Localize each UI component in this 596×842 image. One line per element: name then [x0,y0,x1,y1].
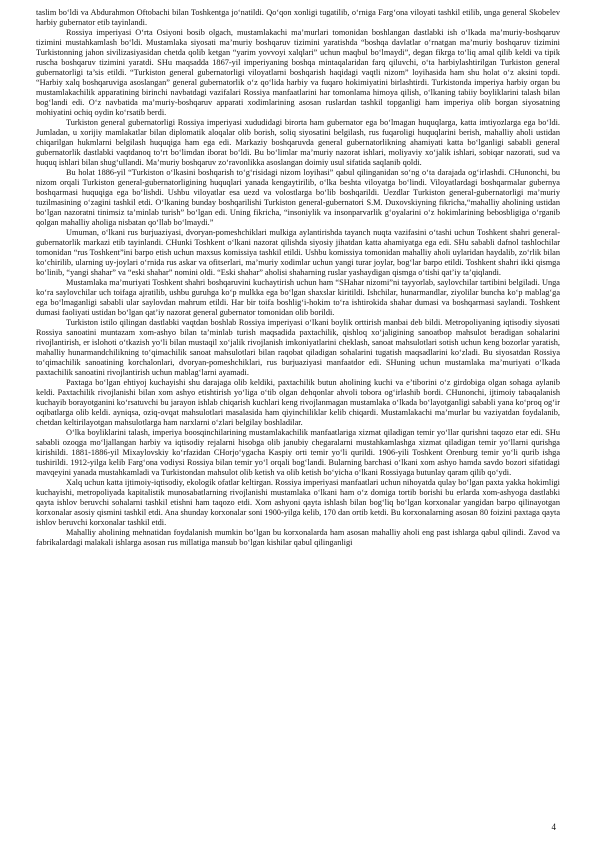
paragraph: Xalq uchun katta ijtimoiy-iqtisodiy, ekologik ofatlar keltirgan. Rossiya imperiyasi manfaatlari uchun nihoyatda qulay bo‘lgan paxta yakka hokimligi kuchayishi, metropoliyada kapitalistik munosabatlarning rivojlanishi mustamlaka o‘lkani ham o‘z domiga tortib borishi bu erlarda xom-ashyoga dastlabki qayta ishlov beruvchi sohalarni tashkil etishni ham taqozo etdi. Xom ashyoni qayta ishlash bilan bog‘liq bo‘lgan korxonalar yangidan barpo qilinayotgan korxonalar asosiy qismini tashkil etdi. Ana shunday korxonalar soni 1900-yilga kelib, 170 dan ortib ketdi. Bu korxonalarning asosan 80 foizini paxtaga qayta ishlov beruvchi korxonalar tashkil etdi. [36,478,560,527]
paragraph: taslim bo‘ldi va Abdurahmon Oftobachi bilan Toshkentga jo‘natildi. Qo‘qon xonligi tugatilib, o‘rniga Farg‘ona viloyati tashkil etilib, unga general Skobelev harbiy gubernator etib tayinlandi. [36,8,560,27]
paragraph: Turkiston istilo qilingan dastlabki vaqtdan boshlab Rossiya imperiyasi o‘lkani boylik orttirish manbai deb bildi. Metropoliyaning iqtisodiy siyosati Rossiya sanoatini muntazam xom-ashyo bilan ta’minlab turish maqsadida paxtachilik, qishloq xo‘jaligining sanoatbop mahsulot beradigan sohalarini rivojlantirish, er islohoti o‘tkazish yo‘li bilan mustaqil xo‘jalik rivojlanish imkoniyatlarini cheklash, sanoat mahsulotlari sotish uchun keng bozorlar yaratish, mahalliy hunarmandchilikning to‘qimachilik sanoat mahsulotlari bilan raqobat qiladigan sohalarini tugatish maqsadlarini ko‘zladi. Bu siyosatdan Rossiya to‘qimachilik sanoatining korchalonlari, dvoryan-pomeshchiklari, rus burjuaziyasi manfaatdor edi. SHuning uchun mustamlaka ma’muriyati o‘lkada paxtachilik sanoatini rivojlantirish uchun mablag‘larni ayamadi. [36,318,560,377]
paragraph: Bu holat 1886-yil “Turkiston o‘lkasini boshqarish to‘g‘risidagi nizom loyihasi” qabul qilinganidan so‘ng o‘ta darajada og‘irlashdi. CHunonchi, bu nizom orqali Turkiston general-gubernatorligining huquqlari yanada kengaytirilib, o‘lka beshta viloyatga bo‘lindi. Viloyatlardagi boshqarmalar gubernya boshqarmasi huquqiga ega bo‘lishdi. Ushbu viloyatlar esa uezd va volostlarga bo‘lib boshqarildi. Uezdlar Turkiston general-gubernatorligi ma’muriy tuzilmasining o‘zagini tashkil etdi. O‘lkaning bunday boshqarilishi Turkiston general-gubernatori S.M. Duxovskiyning fikricha,“mahalliy aholining ustidan bo‘lgan nazoratni tinimsiz ta’minlab turish” bo‘lgan edi. Uning fikricha, “insoniylik va insonparvarlik g‘oyalarini o‘z hokimlarining bebosbligiga o‘rganib qolgan mahalliy aholiga nisbatan qo‘llab bo‘lmaydi.” [36,168,560,227]
paragraph: O‘lka boyliklarini talash, imperiya boosqinchilarining mustamlakachilik manfaatlariga xizmat qiladigan temir yo‘llar qurishni taqozo etar edi. SHu sababli ozoqga mo‘ljallangan harbiy va iqtisodiy rejalarni hisobga olib janubiy chegaralarni mustahkamlashga xizmat qiladigan temir yo‘llarni qurishga kirishildi. 1881-1886-yil Mixaylovskiy ko‘rfazidan CHorjo‘ygacha Kaspiy orti temir yo‘li qurildi. 1906-yili Toshkent Orenburg temir yo‘li qurib ishga tushirildi. 1912-yilga kelib Farg‘ona vodiysi Rossiya bilan temir yo‘l orqali bog‘landi. Bularning barchasi o‘lkani xom ashyo hamda savdo bozori sifatidagi mavqeyini yanada mustahkamladi va Turkistondan mahsulot olib ketish va olib ketish bo‘yicha o‘lkani Rossiyaga butunlay qaram qilib qo‘ydi. [36,428,560,477]
paragraph: Rossiya imperiyasi O‘rta Osiyoni bosib olgach, mustamlakachi ma’murlari tomonidan boshlangan dastlabki ish o‘lkada ma’muriy-boshqaruv tizimini mustahkamlash bo‘ldi. Mustamlaka siyosati ma’muriy boshqaruv tizimini yaratishda “boshqa davlatlar o‘rnatgan ma’muriy boshqaruv tizimini Turkistonning jahon sivilizasiyasidan chetda qolib ketgan “yarim yovvoyi xalqlari” uchun maqbul bo‘lmaydi”, degan fikrga to‘liq amal qilib keldi va tipik ruscha boshqaruv tizimini yaratdi. SHu maqsadda 1867-yil imperiyaning boshqa mintaqalaridan farq qiluvchi, o‘ta harbiylashtirilgan Turkiston general gubernatorligi ta’sis etildi. “Turkiston general gubernatorligi viloyatlarni boshqarish haqidagi vaqtli nizom” loyihasida ham shu holat o‘z aksini topdi. “Harbiy xalq boshqaruviga asoslangan” general gubernatorlik o‘z qo‘lida harbiy va fuqaro hokimiyatini birlashtirdi. Turkistonda imperiya harbiy organ bu mustamlakachilik apparatining birinchi navbatdagi vazifalari Rossiya manfaatlarini har tomonlama himoya qilish, o‘lkaning tabiiy boyliklarini talash bilan bog‘landi edi. O‘z navbatida ma’muriy-boshqaruv apparati xodimlarining asosan ruslardan tashkil topganligi ham imperiya olib borgan siyosatning mohiyatini ochiq oydin ko‘rsatib berdi. [36,28,560,117]
paragraph: Umuman, o‘lkani rus burjuaziyasi, dvoryan-pomeshchiklari mulkiga aylantirishda tayanch nuqta vazifasini o‘tashi uchun Toshkent shahri general-gubernatorlik markazi etib tayinlandi. CHunki Toshkent o‘lkani nazorat qilishda siyosiy jihatdan katta ahamiyatga ega edi. SHu sababli dafnol tashlochilar tomonidan “rus Toshkent”ini barpo etish uchun maxsus komissiya tashkil etildi. Ushbu komissiya tomonidan mahalliy aholi uylaridan haydalib, zo‘rlik bilan ko‘chirilib, ularning uy-joylari o‘rnida rus askar va ofitserlari, ma’muriy xodimlar uchun yangi turar joylar, bog‘lar barpo etildi. Toshkent shahri ikki qismga bo‘linib, “yangi shahar” va “eski shahar” nomini oldi. “Eski shahar” aholisi shaharning ruslar yashaydigan qismga o‘tishi qat’iy ta’qiqlandi. [36,228,560,277]
paragraph: Mustamlaka ma’muriyati Toshkent shahri boshqaruvini kuchaytirish uchun ham “SHahar nizomi”ni tayyorlab, saylovchilar tartibini belgiladi. Unga ko‘ra saylovchilar uch toifaga ajratilib, ushbu guruhga ko‘p mulkka ega bo‘lgan shaxslar kiritildi. Ishchilar, hunarmandlar, ziyolilar buncha ko‘p mablag‘ga ega bo‘lmaganligi sababli ular saylovdan mahrum etildi. Har bir toifa boshlig‘i-hokim to‘ra ishtirokida shahar dumasi va boshqarmasi saylandi. Toshkent dumasi faoliyati ustidan bo‘lgan qat’iy nazorat general gubernator tomonidan olib borildi. [36,278,560,317]
paragraph: Paxtaga bo‘lgan ehtiyoj kuchayishi shu darajaga olib keldiki, paxtachilik butun aholining kuchi va e’tiborini o‘z girdobiga olgan sohaga aylanib keldi. Paxtachilik rivojlanishi bilan xom ashyo etishtirish yo‘liga o‘tib olgan dehqonlar ahvoli tobora og‘irlashib bordi. CHunonchi, ijtimoiy tabaqalanish kuchayib borayotganini ko‘rsatuvchi bu jarayon ishlab chiqarish kuchlari keng rivojlanmagan mustamlaka o‘lkada bo‘layotganligi sababli yana ko‘proq og‘ir oqibatlarga olib keldi. ayniqsa, oziq-ovqat mahsulotlari masalasida ham qiyinchiliklar kelib chiqardi. Mustamlakachi ma’murlar bu vaziyatdan foydalanib, chetdan keltirilayotgan mahsulotlarga ham narxlarni o‘zlari belgilay boshladilar. [36,378,560,427]
body-text [36,8,560,548]
paragraph: Turkiston general gubernatorligi Rossiya imperiyasi xududidagi birorta ham gubernator ega bo‘lmagan huquqlarga, katta imtiyozlarga ega bo‘ldi. Jumladan, u xorijiy mamlakatlar bilan diplomatik aloqalar olib borish, soliq siyosatini belgilash, rus fuqaroligi huquqlarini berish, mahalliy aholi ustidan chiqarilgan hukmlarni belgilash huquqiga ham ega edi. Markaziy boshqaruvda general gubernatorlikning ahamiyati katta bo‘lganligi sababli general gubernatorlik dastlabki vaqtdanoq to‘rt bo‘limdan iborat bo‘ldi. Bu bo‘limlar ma’muriy nazorat ishlari, moliyaviy xo‘jalik ishlari, sobiqar nazorati, sud va huquq ishlari bilan shug‘ullandi. Ma’muriy boshqaruv zo‘ravonlikka asoslangan doimiy usul sifatida saqlanib qoldi. [36,118,560,167]
paragraph: Mahalliy aholining mehnatidan foydalanish mumkin bo‘lgan bu korxonalarda ham asosan mahalliy aholi eng past ishlarga qabul qilindi. Zavod va fabrikalardagi malakali ishlarga asosan rus millatiga mansub bo‘lgan kishilar qabul qilinganligi [36,528,560,547]
page-number: 4 [551,822,556,832]
